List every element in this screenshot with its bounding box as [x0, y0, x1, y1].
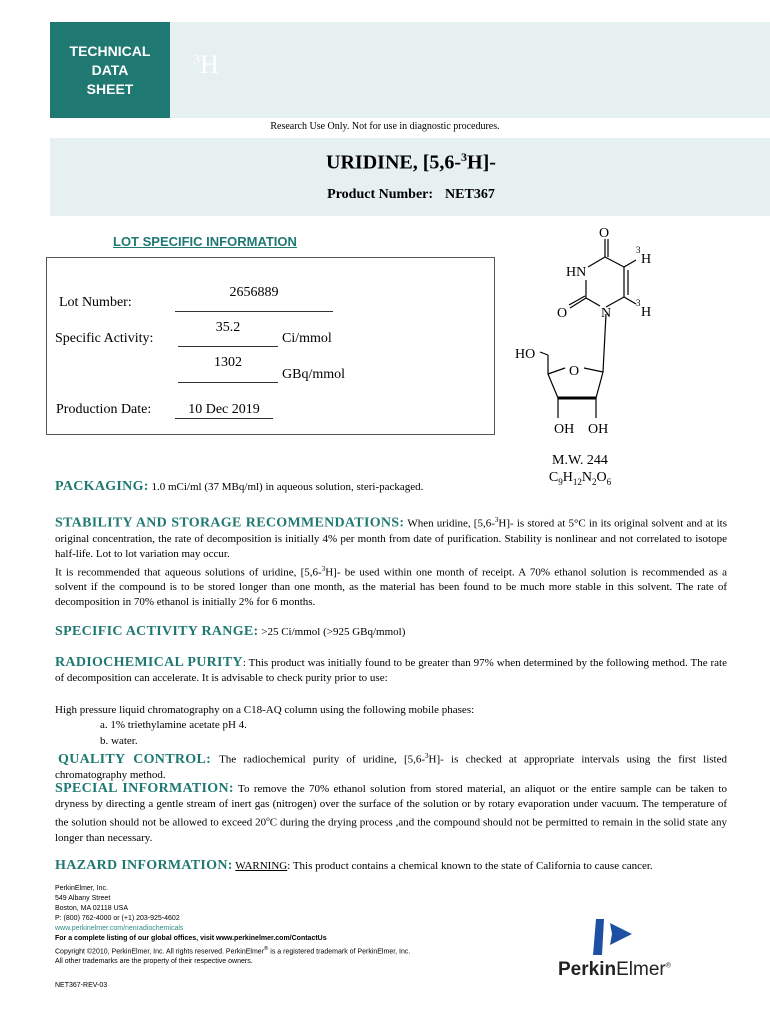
trademarks-notice: All other trademarks are the property of their respective owners. [55, 958, 253, 966]
specific-activity-ci-value: 35.2 [178, 320, 278, 347]
hazard-section [55, 858, 727, 874]
ci-unit: Ci/mmol [282, 331, 332, 346]
atom-label: OH [588, 422, 609, 437]
product-label: Product Number: [327, 187, 434, 202]
technical-data-sheet-badge [50, 22, 170, 118]
packaging-section [55, 479, 727, 495]
lot-number-value: 2656889 [175, 285, 333, 312]
special-info-heading: SPECIAL INFORMATION: [55, 781, 234, 796]
document-code: NET367-REV-03 [55, 982, 108, 989]
company-website-link[interactable]: www.perkinelmer.com/nenradiochemicals [55, 925, 184, 932]
quality-control-heading: QUALITY CONTROL: [58, 751, 212, 767]
atom-label: HO [515, 347, 536, 362]
stability-heading: STABILITY AND STORAGE RECOMMENDATIONS: [55, 515, 405, 531]
atom-label: HN [566, 265, 587, 280]
specific-activity-gbq-value: 1302 [178, 355, 278, 383]
badge-line: TECHNICAL [69, 42, 151, 59]
hazard-warning: WARNING [235, 860, 288, 872]
atom-label: O [599, 226, 610, 241]
activity-range-section [55, 624, 727, 640]
purity-heading: RADIOCHEMICAL PURITY [55, 655, 243, 670]
special-info-section: SPECIAL INFORMATION: To remove the 70% ethanol solution from stored material, an aliquot or the entire sample can be taken to dryness by directing a gentle stream of inert gas (nitrogen) over the surface of the solution or by rotary evaporation under vacuum. The temperature of the solution should not be allowed to exceed 20$^o$C during the drying process ,and the compound should not be permitted to remain in the solid state any longer than necessary. [55, 781, 727, 844]
specific-activity-label: Specific Activity: [55, 331, 154, 346]
activity-range-heading: SPECIFIC ACTIVITY RANGE: [55, 624, 259, 639]
atom-label: H [641, 252, 652, 267]
page-title: URIDINE, [5,6-$^3$H]- [326, 150, 496, 174]
copyright-notice: Copyright ©2010, PerkinElmer, Inc. All rights reserved. PerkinElmer® is a registered trademark of PerkinElmer, Inc. [55, 946, 411, 956]
company-street: 549 Albany Street [55, 895, 111, 902]
production-date-label: Production Date: [56, 402, 152, 417]
atom-label: 3 [636, 298, 641, 308]
product-value: NET367 [445, 187, 495, 202]
global-offices-note: For a complete listing of our global offices, visit www.perkinelmer.com/ContactUs [55, 935, 327, 942]
atom-label: O [557, 306, 568, 321]
mobile-phase-b: b. water. [100, 735, 138, 747]
company-phone: P: (800) 762-4000 or (+1) 203-925-4602 [55, 915, 180, 922]
stability-section: STABILITY AND STORAGE RECOMMENDATIONS: When uridine, [5,6-$^3$H]- is stored at 5°C in its original solvent and at its original concentration, the rate of decomposition is initially 4% per month from date of purification. Stability is nonlinear and not correlated to isotope half-life. Lot to lot variation may occur. It is recommended that aqueous solutions of uridine, [5,6-$^3$H]- be used within one month of receipt. A 70% ethanol solution is recommended as a solvent if the compound is to be stored longer than one month, as the material has been found to be much more stable in this solvent. The rate of decomposition in 70% ethanol is initially 2% for 6 months. [55, 515, 728, 609]
isotope-label: $^3$H [193, 50, 219, 79]
atom-label: O [569, 364, 580, 379]
company-name: PerkinElmer, Inc. [55, 885, 108, 892]
company-city: Boston, MA 02118 USA [55, 905, 129, 912]
atom-label: OH [554, 422, 575, 437]
uridine-structure-diagram [500, 222, 670, 444]
quality-control-section: QUALITY CONTROL: The radiochemical purity of uridine, [5,6-$^3$H]- is checked at appropriate intervals using the first listed chromatography method. [55, 751, 727, 781]
atom-label: N [601, 306, 612, 321]
perkinelmer-logo-text: PerkinElmer® [558, 959, 671, 980]
purity-section [55, 655, 727, 686]
badge-line: SHEET [86, 80, 134, 97]
perkinelmer-logo-icon [590, 915, 640, 959]
purity-text: : This product was initially found to be greater than 97% when determined by the following method. The rate of decomposition can accelerate. It is advisable to check purity prior to use: [55, 657, 728, 684]
atom-label: 3 [636, 245, 641, 255]
atom-label: H [641, 305, 652, 320]
activity-range-text: >25 Ci/mmol (>925 GBq/mmol) [261, 626, 406, 638]
lot-info-heading: LOT SPECIFIC INFORMATION [113, 234, 297, 249]
badge-line: DATA [91, 61, 129, 78]
packaging-text: 1.0 mCi/ml (37 MBq/ml) in aqueous solution, steri-packaged. [151, 481, 424, 493]
molecular-formula: $C_9H_{12}N_2O_6$ [548, 470, 612, 487]
molecular-weight: M.W. 244 [552, 453, 608, 468]
hazard-text: : This product contains a chemical known to the state of California to cause cancer. [287, 860, 653, 872]
hazard-heading: HAZARD INFORMATION: [55, 858, 233, 873]
mobile-phase-a: a. 1% triethylamine acetate pH 4. [100, 719, 247, 731]
production-date-value: 10 Dec 2019 [175, 402, 273, 419]
research-use-note: Research Use Only. Not for use in diagnostic procedures. [270, 121, 500, 132]
company-footer [55, 884, 410, 967]
gbq-unit: GBq/mmol [282, 367, 346, 382]
lot-number-label: Lot Number: [59, 295, 132, 310]
packaging-heading: PACKAGING: [55, 479, 149, 494]
hplc-method: High pressure liquid chromatography on a C18-AQ column using the following mobile phases: [55, 704, 475, 716]
product-number [50, 187, 770, 203]
